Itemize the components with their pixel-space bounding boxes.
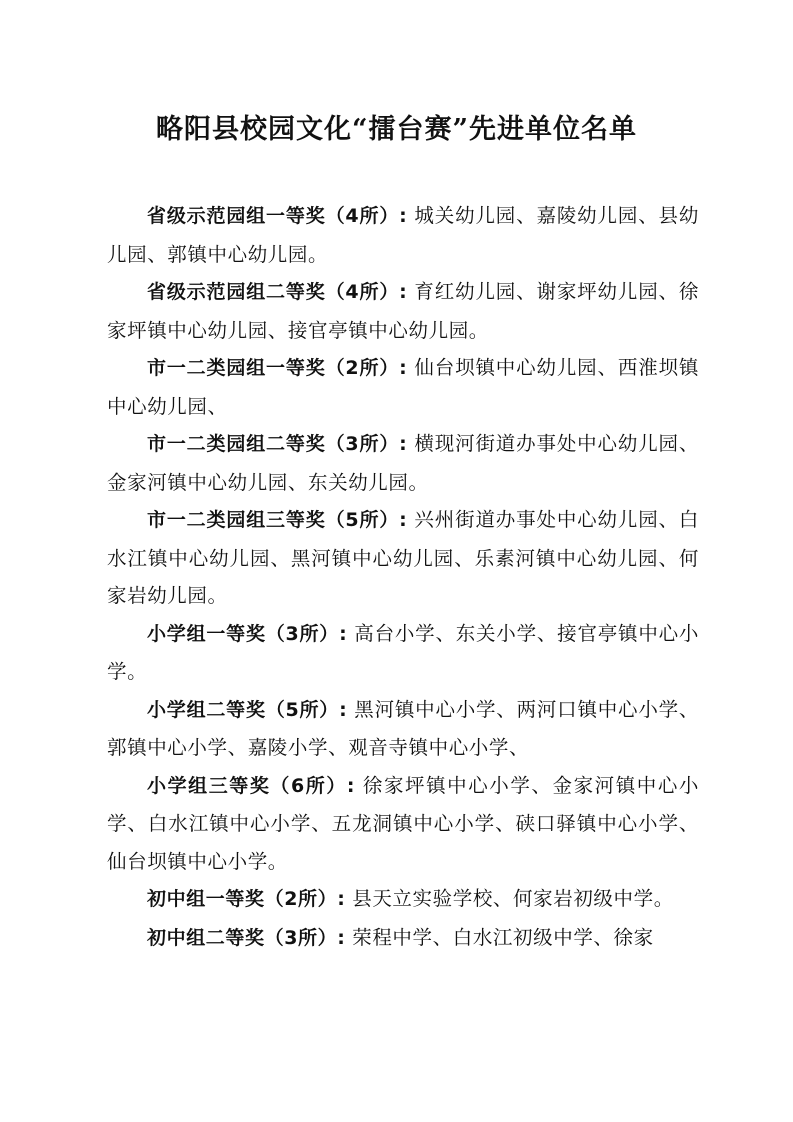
award-units: 荣程中学、白水江初级中学、徐家 bbox=[352, 925, 654, 949]
award-label: 省级示范园组一等奖（4所）: bbox=[147, 205, 408, 227]
award-label: 小学组三等奖（6所）: bbox=[147, 774, 356, 797]
award-units: 城关幼儿园、嘉陵幼儿园、县幼儿园、郭镇中心幼儿园。 bbox=[107, 204, 699, 266]
document-title: 略阳县校园文化“擂台赛”先进单位名单 bbox=[155, 114, 638, 145]
award-label: 省级示范园组二等奖（4所）: bbox=[147, 281, 408, 303]
award-entry bbox=[107, 273, 699, 349]
award-units: 仙台坝镇中心幼儿园、西淮坝镇中心幼儿园、 bbox=[107, 356, 699, 418]
award-list bbox=[107, 197, 699, 957]
award-units: 兴州街道办事处中心幼儿园、白水江镇中心幼儿园、黑河镇中心幼儿园、乐素河镇中心幼儿园、何家岩幼儿园。 bbox=[107, 508, 699, 607]
award-label: 市一二类园组二等奖（3所）: bbox=[147, 433, 408, 455]
award-entry bbox=[107, 691, 699, 767]
award-label: 初中组一等奖（2所）: bbox=[147, 888, 346, 910]
award-units: 育红幼儿园、谢家坪幼儿园、徐家坪镇中心幼儿园、接官亭镇中心幼儿园。 bbox=[107, 280, 699, 342]
award-units: 徐家坪镇中心小学、金家河镇中心小学、白水江镇中心小学、五龙洞镇中心小学、硖口驿镇中心小学、仙台坝镇中心小学。 bbox=[107, 773, 700, 873]
award-label: 初中组二等奖（3所）: bbox=[147, 926, 346, 949]
award-units: 横现河街道办事处中心幼儿园、金家河镇中心幼儿园、东关幼儿园。 bbox=[107, 432, 699, 494]
award-units: 高台小学、东关小学、接官亭镇中心小学。 bbox=[107, 621, 699, 683]
award-entry bbox=[107, 767, 699, 881]
award-label: 小学组一等奖（3所）: bbox=[147, 622, 348, 645]
award-entry bbox=[107, 425, 699, 501]
award-label: 市一二类园组一等奖（2所）: bbox=[147, 357, 408, 379]
award-label: 市一二类园组三等奖（5所）: bbox=[147, 509, 408, 531]
award-entry bbox=[107, 615, 699, 691]
award-entry bbox=[107, 880, 699, 919]
award-label: 小学组二等奖（5所）: bbox=[147, 698, 348, 721]
award-units: 黑河镇中心小学、两河口镇中心小学、郭镇中心小学、嘉陵小学、观音寺镇中心小学、 bbox=[107, 697, 699, 759]
award-entry bbox=[107, 197, 699, 273]
award-units: 县天立实验学校、何家岩初级中学。 bbox=[352, 887, 674, 910]
award-entry bbox=[107, 501, 699, 615]
award-entry bbox=[107, 349, 699, 425]
award-entry bbox=[107, 919, 699, 958]
